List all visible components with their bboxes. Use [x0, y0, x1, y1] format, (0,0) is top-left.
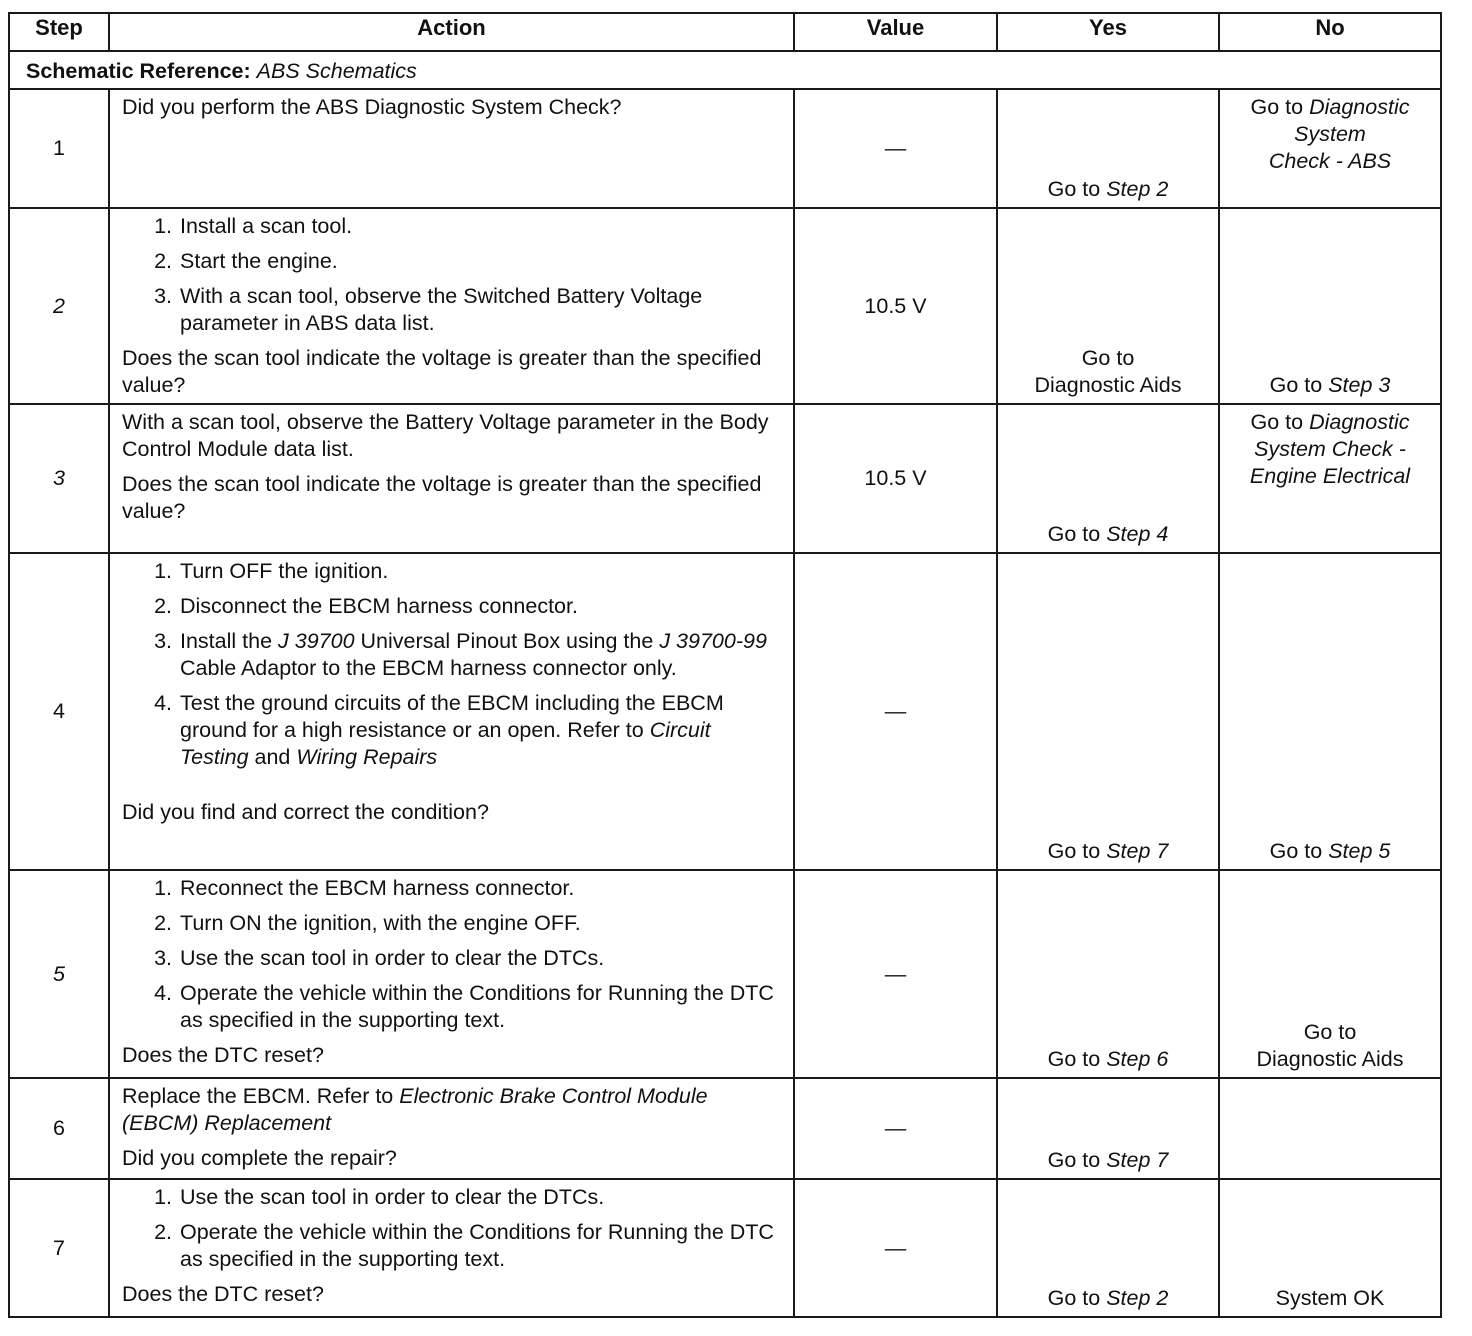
no-cell: Go to Step 3 — [1219, 208, 1441, 404]
yes-cell: Go to Step 4 — [997, 404, 1219, 553]
step-number: 3 — [9, 404, 109, 553]
yes-link[interactable]: Step 2 — [1106, 177, 1169, 201]
no-cell: Go to Step 5 — [1219, 553, 1441, 870]
list-item: 1. Use the scan tool in order to clear the DTCs. — [178, 1184, 785, 1211]
step-number: 7 — [9, 1179, 109, 1317]
yes-link[interactable]: Step 2 — [1106, 1286, 1169, 1310]
step-number: 2 — [9, 208, 109, 404]
action-cell — [109, 1179, 794, 1317]
reference-link[interactable]: Circuit Testing — [180, 718, 711, 769]
value-cell: — — [794, 1179, 997, 1317]
step-question: Did you find and correct the condition? — [122, 800, 489, 824]
yes-link[interactable]: Step 7 — [1106, 1148, 1169, 1172]
list-item: 2. Start the engine. — [178, 248, 785, 275]
yes-cell: Go to Step 6 — [997, 870, 1219, 1078]
step-instruction: Replace the EBCM. Refer to Electronic Brake Control Module (EBCM) Replacement — [122, 1084, 708, 1135]
schematic-reference — [9, 51, 1441, 89]
step-question: Does the scan tool indicate the voltage is greater than the specified value? — [122, 472, 762, 523]
step-row-3 — [9, 404, 1441, 553]
list-item: 4. Operate the vehicle within the Conditions for Running the DTC as specified in the supporting text. — [178, 980, 785, 1034]
list-item: 2. Turn ON the ignition, with the engine OFF. — [178, 910, 785, 937]
step-row-7 — [9, 1179, 1441, 1317]
yes-link[interactable]: Step 7 — [1106, 839, 1169, 863]
no-cell — [1219, 1078, 1441, 1179]
action-list — [122, 558, 785, 771]
yes-cell: Go to Step 7 — [997, 553, 1219, 870]
header-yes: Yes — [997, 13, 1219, 51]
value-cell: — — [794, 870, 997, 1078]
no-link[interactable]: Step 3 — [1328, 373, 1391, 397]
no-cell — [1219, 404, 1441, 553]
value-cell: 10.5 V — [794, 208, 997, 404]
yes-cell: Go to Step 2 — [997, 1179, 1219, 1317]
action-list — [122, 875, 785, 1034]
schematic-row — [9, 51, 1441, 89]
yes-cell — [997, 208, 1219, 404]
list-item: 1. Install a scan tool. — [178, 213, 785, 240]
step-number: 4 — [9, 553, 109, 870]
schematic-label: Schematic Reference: — [26, 58, 251, 83]
step-row-5 — [9, 870, 1441, 1078]
no-cell — [1219, 89, 1441, 208]
action-cell — [109, 89, 794, 208]
yes-cell: Go to Step 7 — [997, 1078, 1219, 1179]
action-cell — [109, 1078, 794, 1179]
value-cell: — — [794, 89, 997, 208]
list-item: 4. Test the ground circuits of the EBCM including the EBCM ground for a high resistance or an open. Refer to Circuit Testing and Wiring Repairs — [178, 690, 785, 771]
yes-link[interactable]: Step 4 — [1106, 522, 1169, 546]
yes-link[interactable]: Go to Diagnostic Aids — [1034, 346, 1182, 397]
reference-link[interactable]: Electronic Brake Control Module (EBCM) Replacement — [122, 1084, 708, 1135]
diagnostic-table — [8, 12, 1442, 1318]
action-list — [122, 1184, 785, 1273]
reference-link[interactable]: Wiring Repairs — [296, 745, 438, 769]
step-row-4 — [9, 553, 1441, 870]
yes-link[interactable]: Step 6 — [1106, 1047, 1169, 1071]
list-item: 2. Operate the vehicle within the Conditions for Running the DTC as specified in the supporting text. — [178, 1219, 785, 1273]
value-cell: — — [794, 1078, 997, 1179]
list-item: 2. Disconnect the EBCM harness connector. — [178, 593, 785, 620]
header-no: No — [1219, 13, 1441, 51]
value-cell: — — [794, 553, 997, 870]
step-question: Did you complete the repair? — [122, 1146, 397, 1170]
step-row-1 — [9, 89, 1441, 208]
list-item: 3. Install the J 39700 Universal Pinout Box using the J 39700-99 Cable Adaptor to the EBCM harness connector only. — [178, 628, 785, 682]
yes-cell: Go to Step 2 — [997, 89, 1219, 208]
header-value: Value — [794, 13, 997, 51]
list-item: 3. With a scan tool, observe the Switched Battery Voltage parameter in ABS data list. — [178, 283, 785, 337]
action-cell — [109, 553, 794, 870]
list-item: 1. Reconnect the EBCM harness connector. — [178, 875, 785, 902]
list-item: 3. Use the scan tool in order to clear the DTCs. — [178, 945, 785, 972]
list-item: 1. Turn OFF the ignition. — [178, 558, 785, 585]
step-row-6 — [9, 1078, 1441, 1179]
step-number: 1 — [9, 89, 109, 208]
step-question: Does the DTC reset? — [122, 1043, 324, 1067]
step-number: 5 — [9, 870, 109, 1078]
header-action: Action — [109, 13, 794, 51]
step-number: 6 — [9, 1078, 109, 1179]
no-cell — [1219, 1179, 1441, 1317]
no-link[interactable]: Go to Diagnostic System Check - Engine Electrical — [1249, 410, 1411, 488]
value-cell: 10.5 V — [794, 404, 997, 553]
step-question: Does the scan tool indicate the voltage is greater than the specified value? — [122, 346, 762, 397]
no-link[interactable]: Go to Diagnostic System Check - ABS — [1250, 95, 1410, 173]
tool-link[interactable]: J 39700 — [278, 629, 355, 653]
schematic-link[interactable]: ABS Schematics — [256, 58, 417, 83]
header-row — [9, 13, 1441, 51]
action-list — [122, 213, 785, 337]
action-cell — [109, 208, 794, 404]
step-question: Does the DTC reset? — [122, 1282, 324, 1306]
no-link[interactable]: Step 5 — [1328, 839, 1391, 863]
no-link[interactable]: Go to Diagnostic Aids — [1256, 1020, 1404, 1071]
action-cell — [109, 870, 794, 1078]
step-question: Did you perform the ABS Diagnostic System Check? — [122, 95, 622, 119]
header-step: Step — [9, 13, 109, 51]
action-cell — [109, 404, 794, 553]
no-result: System OK — [1275, 1286, 1385, 1310]
no-cell — [1219, 870, 1441, 1078]
tool-link[interactable]: J 39700-99 — [659, 629, 767, 653]
step-row-2 — [9, 208, 1441, 404]
step-instruction: With a scan tool, observe the Battery Voltage parameter in the Body Control Module data list. — [122, 410, 769, 461]
